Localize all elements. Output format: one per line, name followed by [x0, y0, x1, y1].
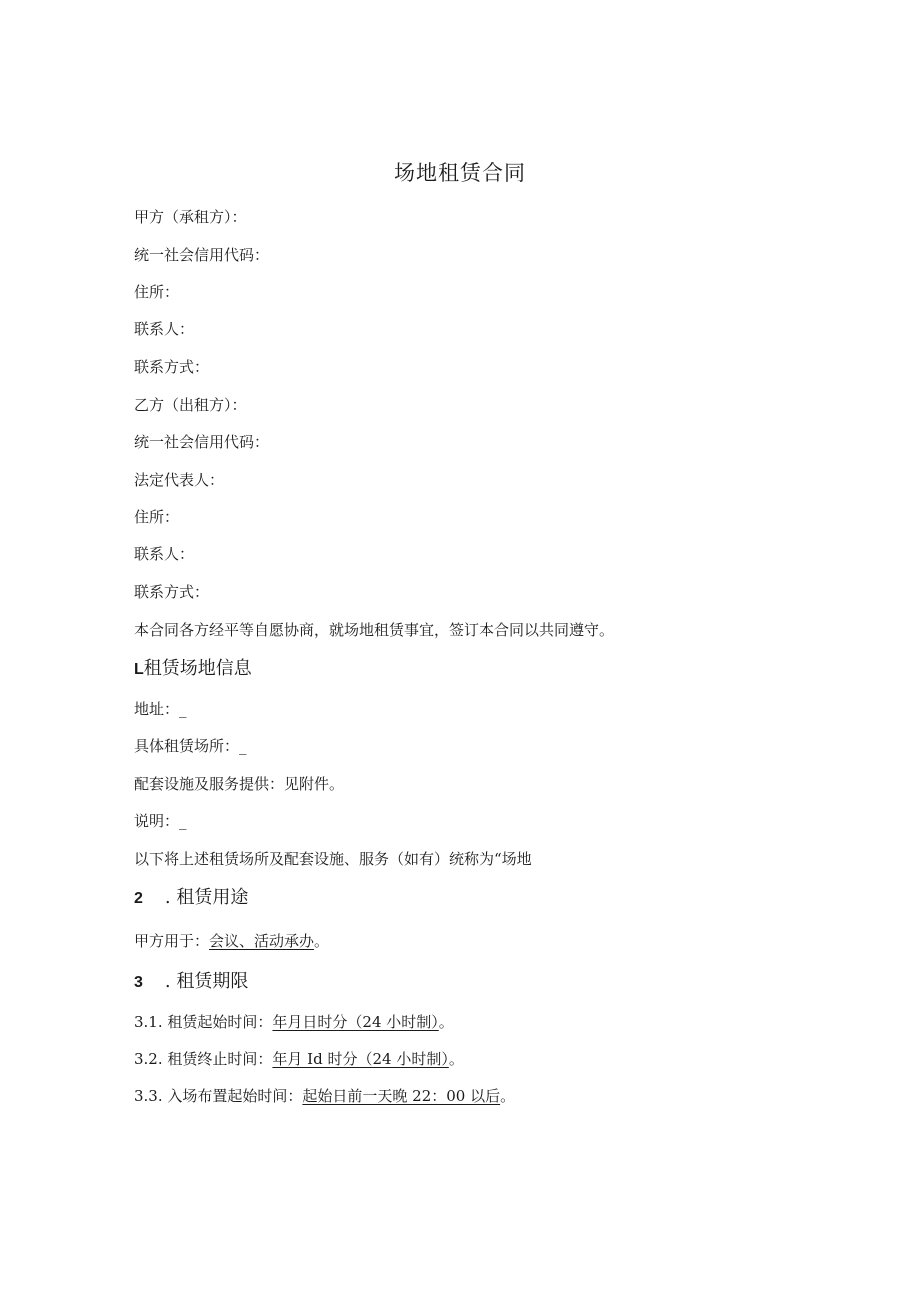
- term-item-value: 年月日时分（24 小时制）: [272, 1013, 439, 1031]
- usage-value: 会议、活动承办: [209, 932, 315, 950]
- section-2-title: . 租赁用途: [164, 887, 249, 908]
- party-b-contact-person: 联系人：: [134, 545, 195, 563]
- document-title: 场地租赁合同: [394, 161, 526, 185]
- section-1-note: 说明：_: [134, 812, 187, 830]
- party-a-credit-code: 统一社会信用代码：: [134, 246, 270, 264]
- term-item-value: 起始日前一天晚 22：00 以后: [302, 1087, 501, 1105]
- section-1-heading: [134, 657, 252, 682]
- section-1-address: 地址：_: [134, 700, 187, 718]
- section-1-summary: 以下将上述租赁场所及配套设施、服务（如有）统称为“场地: [134, 850, 532, 868]
- section-1-title: 租赁场地信息: [143, 658, 252, 679]
- term-item-prefix: 3.3. 入场布置起始时间：: [134, 1087, 303, 1105]
- section-3-heading: [134, 970, 248, 995]
- section-1-number: L: [134, 661, 144, 678]
- party-b-label: 乙方（出租方）：: [134, 396, 247, 414]
- party-b-legal-rep: 法定代表人：: [134, 471, 225, 489]
- usage-prefix: 甲方用于：: [134, 932, 210, 950]
- section-3-title: . 租赁期限: [164, 971, 249, 992]
- party-a-address: 住所：: [134, 283, 180, 301]
- party-a-contact-person: 联系人：: [134, 320, 195, 338]
- term-item-suffix: 。: [500, 1087, 516, 1105]
- party-a-label: 甲方（承租方）：: [134, 208, 247, 226]
- section-2-heading: [134, 886, 248, 911]
- section-2-number: 2: [134, 890, 143, 907]
- term-item-suffix: 。: [438, 1013, 454, 1031]
- party-b-address: 住所：: [134, 508, 180, 526]
- term-item-setup: [134, 1086, 515, 1106]
- section-2-usage: [134, 931, 329, 951]
- section-1-venue: 具体租赁场所：_: [134, 737, 247, 755]
- term-item-prefix: 3.2. 租赁终止时间：: [134, 1050, 273, 1068]
- term-item-value: 年月 Id 时分（24 小时制）: [272, 1050, 449, 1068]
- section-3-number: 3: [134, 974, 143, 991]
- term-item-start: [134, 1012, 454, 1032]
- party-a-contact-method: 联系方式：: [134, 358, 210, 376]
- party-b-credit-code: 统一社会信用代码：: [134, 433, 270, 451]
- intro-paragraph: 本合同各方经平等自愿协商，就场地租赁事宜，签订本合同以共同遵守。: [134, 621, 615, 639]
- party-b-contact-method: 联系方式：: [134, 583, 210, 601]
- term-item-suffix: 。: [448, 1050, 464, 1068]
- term-item-end: [134, 1049, 464, 1069]
- usage-suffix: 。: [314, 932, 330, 950]
- term-item-prefix: 3.1. 租赁起始时间：: [134, 1013, 273, 1031]
- section-1-facilities: 配套设施及服务提供：见附件。: [134, 775, 345, 793]
